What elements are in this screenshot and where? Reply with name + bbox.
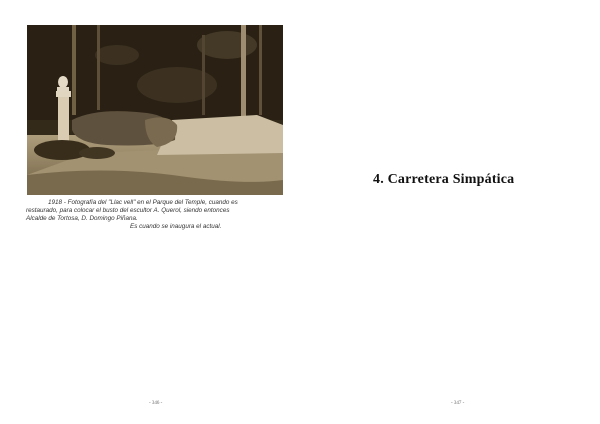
caption-line-4: Es cuando se inaugura el actual. (130, 223, 222, 230)
right-page (300, 0, 600, 424)
photo-image (27, 25, 283, 195)
sepia-photograph (27, 25, 283, 195)
caption-line-2: restaurado, para colocar el busto del escultor A. Querol, siendo entonces (26, 207, 230, 214)
caption-line-1: 1918 - Fotografía del "Llac vell" en el Parque del Temple, cuando es (48, 199, 238, 206)
page-number-right: - 347 - (451, 401, 465, 406)
photo-caption (26, 199, 288, 231)
caption-line-3: Alcalde de Tortosa, D. Domingo Piñana. (26, 215, 138, 222)
chapter-title: 4. Carretera Simpática (373, 172, 515, 187)
page-number-left: - 346 - (149, 401, 163, 406)
